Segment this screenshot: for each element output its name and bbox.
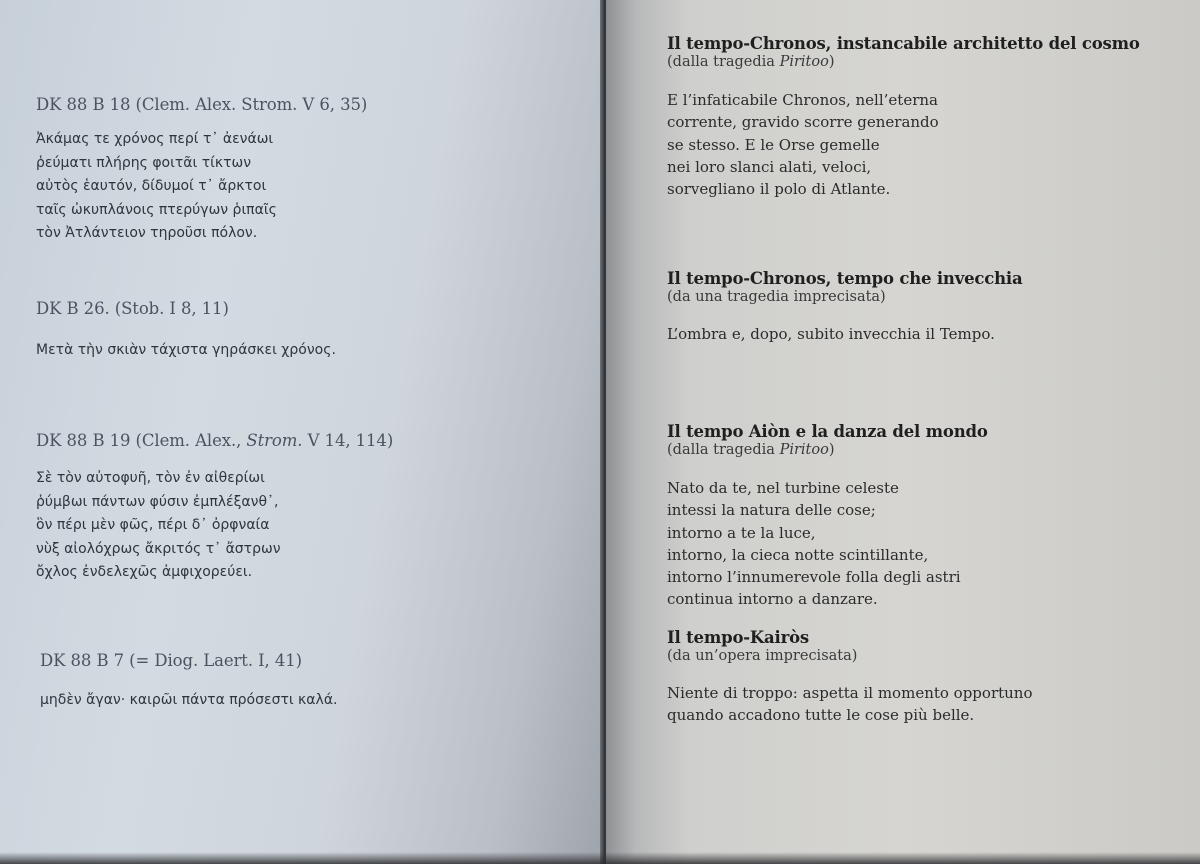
greek-line: ῥεύματι πλήρης φοιτᾶι τίκτων (36, 154, 252, 171)
verse-line: quando accadono tutte le cose più belle. (667, 706, 975, 725)
verse-text (667, 682, 1033, 727)
source-prefix: (dalla tragedia (667, 54, 780, 70)
greek-line: Μετὰ τὴν σκιὰν τάχιστα γηράσκει χρόνος. (36, 342, 336, 358)
section-heading: Il tempo-Chronos, instancabile architetto del cosmo (667, 34, 1140, 53)
section-heading: Il tempo-Chronos, tempo che invecchia (667, 269, 1023, 288)
section-source: (da un’opera imprecisata) (667, 648, 858, 664)
source-suffix: ) (828, 54, 835, 70)
verse-line: intessi la natura delle cose; (667, 501, 876, 520)
greek-text (36, 128, 367, 246)
section-chronos-architect (667, 34, 1140, 200)
verse-line: sorvegliano il polo di Atlante. (667, 180, 891, 199)
source-suffix: ) (828, 442, 835, 458)
greek-line: νὺξ αἰολόχρως ἄκριτός τ᾽ ἄστρων (36, 540, 281, 557)
greek-line: ταῖς ὠκυπλάνοις πτερύγων ῥιπαῖς (36, 201, 277, 218)
fragment-b26 (36, 299, 336, 363)
verse-line: E l’infaticabile Chronos, nell’eterna (667, 91, 938, 109)
fragment-reference: DK 88 B 7 (= Diog. Laert. I, 41) (40, 651, 302, 670)
source-italic-title: Piritoo (779, 442, 829, 458)
reference-suffix: V 14, 114) (302, 431, 394, 450)
section-kairos (667, 628, 1033, 727)
fragment-reference: DK B 26. (Stob. I 8, 11) (36, 299, 229, 318)
section-source (667, 442, 988, 458)
verse-line: intorno l’innumerevole folla degli astri (667, 568, 961, 587)
verse-line: continua intorno a danzare. (667, 590, 878, 609)
section-chronos-aging (667, 269, 1022, 345)
greek-line: Σὲ τὸν αὐτοφυῆ, τὸν ἐν αἰθερίωι (36, 470, 265, 486)
greek-line: τὸν Ἀτλάντειον τηροῦσι πόλον. (36, 225, 258, 241)
greek-line: μηδὲν ἄγαν· καιρῶι πάντα πρόσεστι καλά. (40, 692, 338, 708)
verse-line: intorno, la cieca notte scintillante, (667, 545, 929, 564)
fragment-b19 (36, 431, 393, 585)
greek-line: ὃν πέρι μὲν φῶς, πέρι δ᾽ ὀρφναία (36, 517, 270, 533)
verse-line: nei loro slanci alati, veloci, (667, 157, 872, 176)
verse-line: corrente, gravido scorre generando (667, 113, 939, 132)
section-source: (da una tragedia imprecisata) (667, 289, 886, 305)
section-heading: Il tempo Aiòn e la danza del mondo (667, 422, 988, 441)
verse-line: Nato da te, nel turbine celeste (667, 479, 899, 497)
greek-line: Ἀκάμας τε χρόνος περί τ᾽ ἀενάωι (36, 131, 274, 147)
reference-italic-work: Strom. (246, 431, 303, 450)
section-source (667, 54, 1140, 70)
verse-line: se stesso. E le Orse gemelle (667, 135, 880, 154)
section-aion (667, 422, 988, 611)
greek-line: ῥύμβωι πάντων φύσιν ἐμπλέξανθ᾽, (36, 493, 279, 510)
greek-text (36, 467, 393, 585)
fragment-b18 (36, 95, 367, 246)
verse-text (667, 89, 1140, 200)
greek-text (40, 689, 338, 713)
verse-line: Niente di troppo: aspetta il momento opportuno (667, 684, 1033, 702)
page-bottom-shadow (0, 852, 1200, 864)
verse-line: intorno a te la luce, (667, 523, 816, 542)
fragment-b7 (40, 651, 338, 713)
source-italic-title: Piritoo (779, 54, 829, 70)
section-heading: Il tempo-Kairòs (667, 628, 809, 647)
greek-line: αὐτὸς ἑαυτόν, δίδυμοί τ᾽ ἄρκτοι (36, 178, 267, 194)
right-page (606, 0, 1200, 864)
fragment-reference (36, 431, 393, 450)
greek-text (36, 339, 336, 363)
verse-text (667, 323, 1022, 345)
source-prefix: (dalla tragedia (667, 442, 780, 458)
reference-prefix: DK 88 B 19 (Clem. Alex., (36, 431, 247, 450)
verse-text (667, 477, 988, 611)
verse-line: L’ombra e, dopo, subito invecchia il Tempo. (667, 325, 995, 343)
fragment-reference: DK 88 B 18 (Clem. Alex. Strom. V 6, 35) (36, 95, 368, 114)
greek-line: ὄχλος ἐνδελεχῶς ἀμφιχορεύει. (36, 564, 253, 580)
